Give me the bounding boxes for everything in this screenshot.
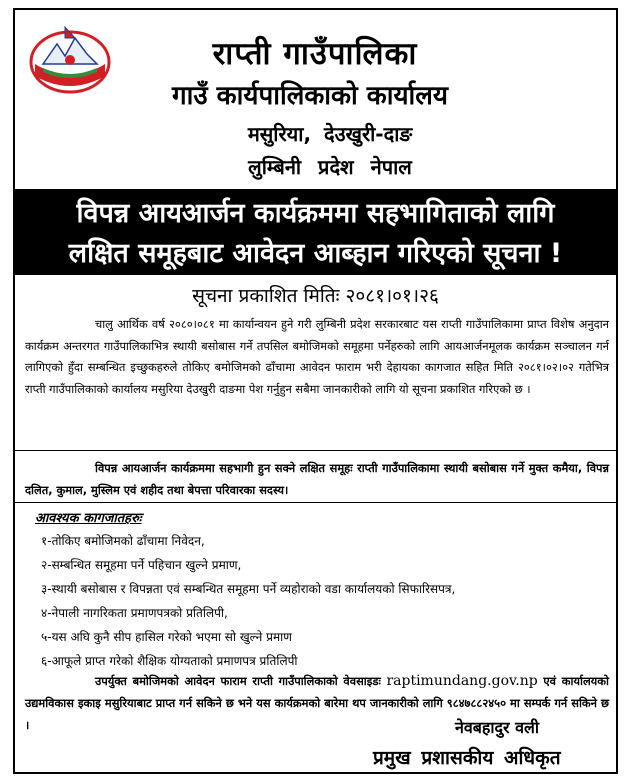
closing-text-start: उपर्युक्त बमोजिमको आवेदन फाराम राप्ती गाउँपालिकाको वेवसाइडः xyxy=(95,674,381,688)
publication-date: सूचना प्रकाशित मितिः २०८१।०१।२६ xyxy=(192,285,439,307)
divider xyxy=(15,502,616,503)
address-line-2: लुम्बिनी प्रदेश नेपाल xyxy=(248,155,412,179)
target-group-paragraph xyxy=(25,458,609,501)
document-item: ५-यस अघि कुनै सीप हासिल गरेको भएमा सो खुल्ने प्रमाण xyxy=(41,630,292,644)
address-line-1: मसुरिया, देउखुरी-दाङ xyxy=(247,122,413,146)
signer-name: नेवबहादुर वली xyxy=(455,718,540,737)
notice-banner xyxy=(15,189,616,275)
document-item: ४-नेपाली नागरिकता प्रमाणपत्रको प्रतिलिपी, xyxy=(41,606,228,620)
banner-line-1: विपन्न आयआर्जन कार्यक्रममा सहभागिताको लागि xyxy=(76,198,555,229)
document-item: ६-आफूले प्राप्त गरेको शैक्षिक योग्यताको प्रमाणपत्र प्रतिलिपी xyxy=(41,654,298,668)
target-group-text: विपन्न आयआर्जन कार्यक्रममा सहभागी हुन सक्ने लक्षित समूहः राप्ती गाउँपालिकामा स्थायी बसोबास गर्ने मुक्त कमैया, विपन्न दलित, कुमाल, मुस्लिम एवं शहीद तथा बेपत्ता परिवारका सदस्य। xyxy=(25,461,609,497)
website-link[interactable]: raptimundang.gov.np xyxy=(386,673,538,689)
nepal-emblem-icon xyxy=(29,24,111,94)
divider xyxy=(15,450,616,451)
municipality-title: राप्ती गाउँपालिका xyxy=(212,36,418,72)
intro-paragraph-text: चालु आर्थिक वर्ष २०८०।०८१ मा कार्यान्वयन हुने गरी लुम्बिनी प्रदेश सरकारबाट यस राप्ती गाउँपालिकामा प्राप्त विशेष अनुदान कार्यक्रम अन्तरगत गाउँपालिकाभित्र स्थायी बसोबास गर्ने तपसिल बमोजिमको समूहमा पर्नेहरुको लागि आयआर्जनमूलक कार्यक्रम सञ्चालन गर्न लागिएको हुँदा सम्बन्धित इच्छुकहरुले तोकिए बमोजिमको ढाँचामा आवेदन फाराम भरी देहायका कागजात सहित मिति २०८१।०२।०२ गतेभित्र राप्ती गाउँपालिकाको कार्यालय मसुरिया देउखुरी दाङमा पेश गर्नुहुन सबैमा जानकारीको लागि यो सूचना प्रकाशित गरिएको छ । xyxy=(25,317,609,396)
document-item: १-तोकिए बमोजिमको ढाँचामा निवेदन, xyxy=(41,534,205,548)
signer-title: प्रमुख प्रशासकीय अधिकृत xyxy=(373,747,561,769)
notice-frame xyxy=(13,8,618,774)
intro-paragraph xyxy=(25,314,609,400)
banner-line-2: लक्षित समूहबाट आवेदन आब्हान गरिएको सूचना ! xyxy=(68,238,563,269)
required-documents-heading: आवश्यक कागजातहरुः xyxy=(35,511,142,526)
closing-text-end: एवं कार्यालयको उद्यमविकास इकाइ मसुरियाबाट प्राप्त गर्न सकिने छ भने यस कार्यक्रमको बारेमा थप जानकारीको लागि ९८४७८८२४५० मा सम्पर्क गर्न सकिने छ । xyxy=(25,674,609,732)
office-title: गाउँ कार्यपालिकाको कार्यालय xyxy=(172,81,448,111)
document-item: २-सम्बन्धित समूहमा पर्ने पहिचान खुल्ने प्रमाण, xyxy=(41,558,242,572)
document-item: ३-स्थायी बसोबास र विपन्नता एवं सम्बन्धित समूहमा पर्ने व्यहोराको वडा कार्यालयको सिफारिसपत्र, xyxy=(41,582,456,596)
